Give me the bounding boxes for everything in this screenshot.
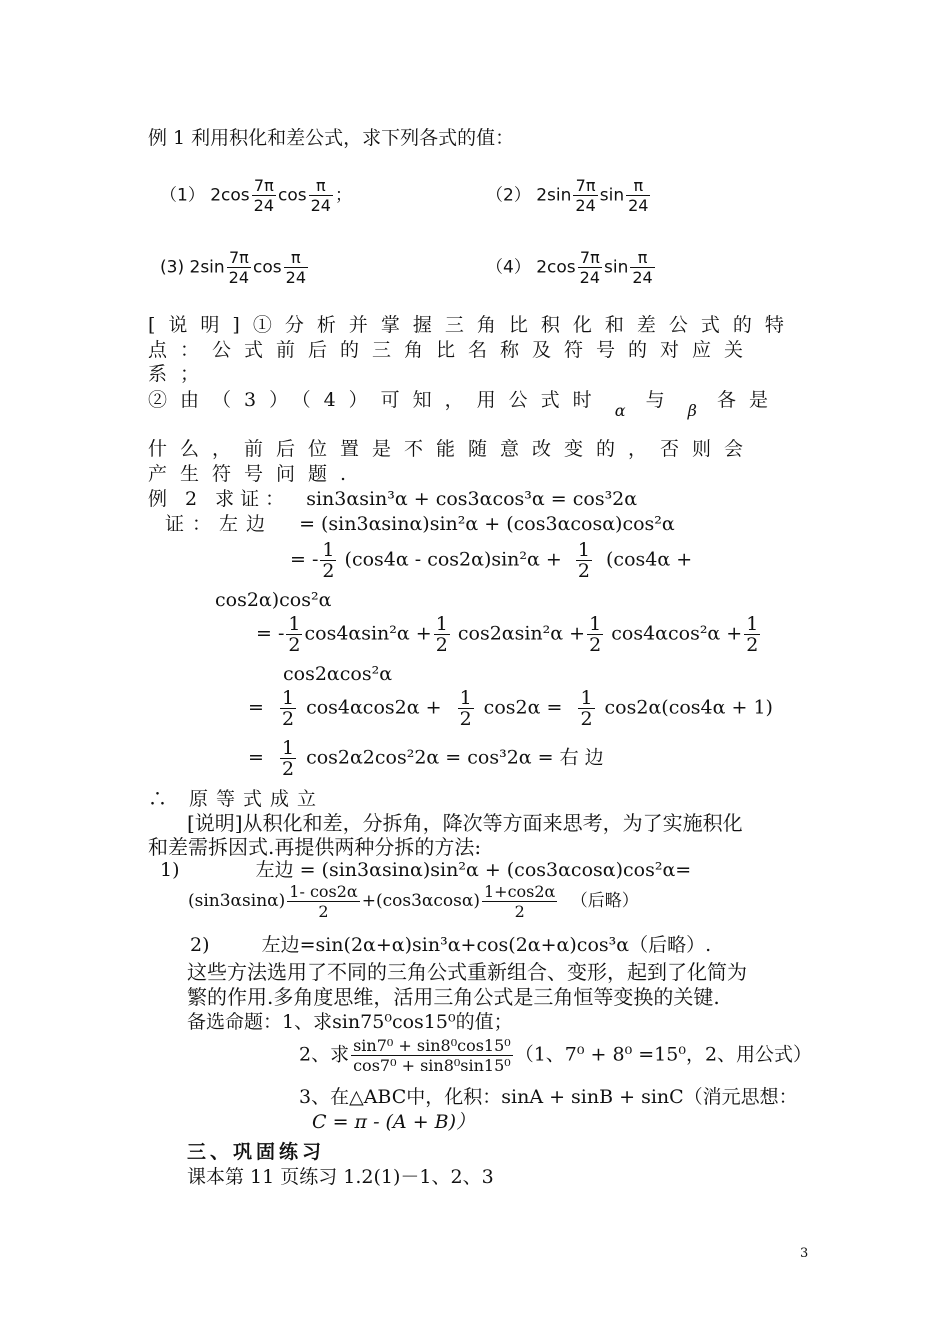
conclusion: ∴ 原等式成立 xyxy=(148,788,325,810)
alternate-problem-3: 3、在△ABC中，化积：sinA + sinB + sinC（消元思想： xyxy=(299,1086,798,1108)
note1-line3: 系； xyxy=(148,363,213,385)
summary-line1: 这些方法选用了不同的三角公式重新组合、变形，起到了化简为 xyxy=(187,960,747,984)
example1-item-1: （1） 2cos $\frac{7\pi}{24}$ cos $\frac{\pi}{24}$ ； xyxy=(160,176,352,215)
example1-title: 例 1 利用积化和差公式，求下列各式的值： xyxy=(148,127,515,149)
proof-line-5: cos2αcos²α xyxy=(283,663,393,685)
proof-line-7: = $\frac{1}{2}$ cos2α2cos²2α = cos³2α = 右 边 xyxy=(248,737,604,780)
example1-item-4: （4） 2cos $\frac{7\pi}{24}$ sin $\frac{\pi}{24}$ xyxy=(486,248,653,287)
note2-line2: 和差需拆因式.再提供两种分拆的方法: xyxy=(148,835,482,859)
proof-line-1: 证：左边 = (sin3αsinα)sin²α + (cos3αcosα)cos²α xyxy=(165,513,675,535)
example2-title-line: 例 2 求证： sin3αsin³α + cos3αcos³α = cos³2α xyxy=(148,488,638,510)
note1-line2: 点：公式前后的三角比名称及符号的对应关 xyxy=(148,339,757,361)
proof-line-6: = $\frac{1}{2}$ cos4αcos2α + $\frac{1}{2}$ cos2α = $\frac{1}{2}$ cos2α(cos4α + 1) xyxy=(248,687,773,730)
method1-line: 1) 左边 = (sin3αsinα)sin²α + (cos3αcosα)cos²α= xyxy=(160,859,692,881)
proof-line-3: cos2α)cos²α xyxy=(215,589,332,611)
alternate-problem-1: 备选命题：1、求sin75⁰cos15⁰的值； xyxy=(187,1011,513,1033)
alternate-problem-2: 2、求 $\frac{\text{sin7⁰ + sin8⁰cos15⁰}}{\text{cos7⁰ + sin8⁰sin15⁰}}$ （1、7⁰ + 8⁰ =15⁰，2、用公式） xyxy=(299,1036,813,1075)
summary-line2: 繁的作用.多角度思维，活用三角公式是三角恒等变换的关键. xyxy=(187,985,720,1009)
example1-item-3: (3) 2sin $\frac{7\pi}{24}$ cos $\frac{\pi}{24}$ xyxy=(160,248,306,287)
section3-heading: 三、巩固练习 xyxy=(187,1141,326,1163)
alternate-problem-3-hint: C = π - (A + B)） xyxy=(312,1111,476,1133)
note1-line6: 产生符号问题. xyxy=(148,463,360,485)
note2-line1: [说明]从积化和差，分拆角，降次等方面来思考，为了实施积化 xyxy=(187,811,743,835)
note1-line1: [说明]①分析并掌握三角比积化和差公式的特 xyxy=(148,314,797,336)
proof-line-4: = - $\frac{1}{2}$ cos4αsin²α + $\frac{1}{2}$ cos2αsin²α + $\frac{1}{2}$ cos4αcos²α + $\frac{1}{2}$ xyxy=(256,613,759,656)
note1-line5: 什么，前后位置是不能随意改变的，否则会 xyxy=(148,438,757,460)
method1-expression: (sin3αsinα) $\frac{1- \cos 2\alpha}{2}$ +(cos3αcosα) $\frac{1+\cos 2\alpha}{2}$ （后略） xyxy=(188,882,639,921)
example1-item-2: （2） 2sin $\frac{7\pi}{24}$ sin $\frac{\pi}{24}$ xyxy=(486,176,649,215)
proof-line-2: = - $\frac{1}{2}$ (cos4α - cos2α)sin²α + $\frac{1}{2}$ (cos4α + xyxy=(290,539,693,582)
page-number: 3 xyxy=(800,1246,809,1261)
note1-line4: ②由（3）（4）可知，用公式时 $_\alpha$ 与 $_\beta$ 各是 xyxy=(148,389,781,420)
section3-exercise: 课本第 11 页练习 1.2(1)－1、2、3 xyxy=(187,1166,494,1188)
method2-line: 2) 左边=sin(2α+α)sin³α+cos(2α+α)cos³α（后略）. xyxy=(190,934,712,956)
